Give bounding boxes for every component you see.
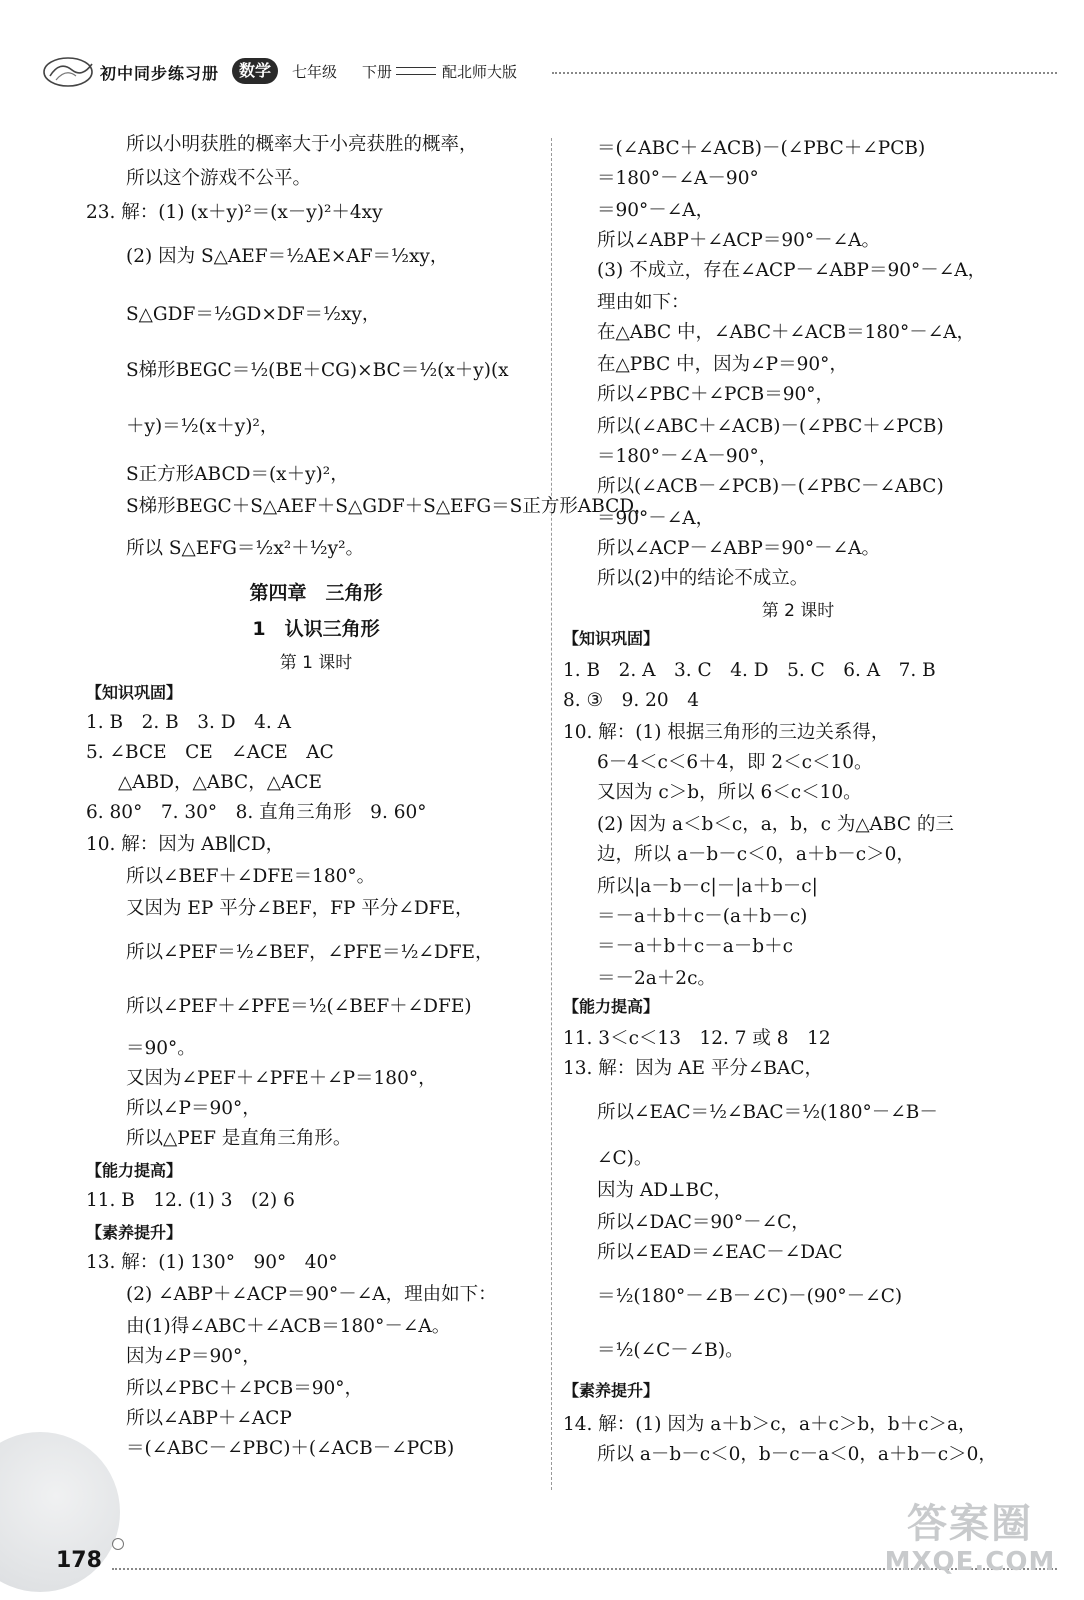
question-10: 10. 解：(1) 根据三角形的三边关系得， <box>563 722 890 743</box>
answer-line: 1. B 2. B 3. D 4. A <box>86 712 292 733</box>
text-line: S梯形BEGC＋S△AEF＋S△GDF＋S△EFG＝S正方形ABCD， <box>126 496 653 517</box>
text-line: 所以∠ABP＋∠ACP <box>126 1408 292 1429</box>
text-line: ＝180°－∠A－90° <box>597 168 759 189</box>
footer-small-circle-icon <box>112 1538 124 1550</box>
section-label: 【知识巩固】 <box>86 683 183 702</box>
header-divider <box>396 67 436 75</box>
text-line: (2) 因为 S△AEF＝½AE×AF＝½xy， <box>126 246 449 267</box>
text-line: ＝－a＋b＋c－a－b＋c <box>597 936 793 957</box>
text-line: 所以∠PEF＝½∠BEF，∠PFE＝½∠DFE， <box>126 942 494 963</box>
answer-line: 5. ∠BCE CE ∠ACE AC <box>86 742 334 763</box>
text-line: S梯形BEGC＝½(BE＋CG)×BC＝½(x＋y)(x <box>126 360 509 381</box>
text-line: S正方形ABCD＝(x＋y)²， <box>126 464 349 485</box>
question-23: 23. 解：(1) (x＋y)²＝(x－y)²＋4xy <box>86 202 383 223</box>
text-line: ＝90°－∠A， <box>597 200 715 221</box>
text-line: ∠C)。 <box>597 1148 653 1169</box>
series-title: 初中同步练习册 <box>100 64 220 83</box>
text-line: 所以△PEF 是直角三角形。 <box>126 1128 352 1149</box>
text-line: 所以∠BEF＋∠DFE＝180°。 <box>126 866 376 887</box>
text-line: 边，所以 a－b－c＜0，a＋b－c＞0， <box>597 844 915 865</box>
text-line: 所以∠EAC＝½∠BAC＝½(180°－∠B－ <box>597 1102 938 1123</box>
watermark-url: MXQE.COM <box>884 1547 1056 1577</box>
text-line: 理由如下： <box>597 292 690 313</box>
text-line: 所以∠ACP－∠ABP＝90°－∠A。 <box>597 538 881 559</box>
answer-line: 11. B 12. (1) 3 (2) 6 <box>86 1190 295 1211</box>
text-line: 所以∠DAC＝90°－∠C， <box>597 1212 810 1233</box>
text-line: 所以∠P＝90°， <box>126 1098 261 1119</box>
text-line: (2) 因为 a＜b＜c，a，b，c 为△ABC 的三 <box>597 814 954 835</box>
text-line: 在△PBC 中，因为∠P＝90°， <box>597 354 848 375</box>
text-line: 所以 S△EFG＝½x²＋½y²。 <box>126 538 364 559</box>
volume-label: 下册 <box>362 63 393 81</box>
text-line: 所以∠EAD＝∠EAC－∠DAC <box>597 1242 843 1263</box>
watermark <box>880 1492 1060 1577</box>
text-line: 在△ABC 中，∠ABC＋∠ACB＝180°－∠A， <box>597 322 976 343</box>
text-line: 所以∠PBC＋∠PCB＝90°， <box>126 1378 364 1399</box>
section-label: 【素养提升】 <box>86 1223 183 1242</box>
edition-label: 配北师大版 <box>442 63 518 81</box>
subject-badge: 数学 <box>232 58 278 84</box>
question-13: 13. 解：因为 AE 平分∠BAC， <box>563 1058 824 1079</box>
text-line: 又因为 c＞b，所以 6＜c＜10。 <box>597 782 862 803</box>
page-number: 178 <box>56 1548 102 1573</box>
text-line: ＋y)＝½(x＋y)²， <box>126 416 279 437</box>
section-title: 1 认识三角形 <box>252 618 380 640</box>
text-line: 又因为∠PEF＋∠PFE＋∠P＝180°， <box>126 1068 437 1089</box>
answer-line: 11. 3＜c＜13 12. 7 或 8 12 <box>563 1028 831 1049</box>
question-14: 14. 解：(1) 因为 a＋b＞c，a＋c＞b，b＋c＞a， <box>563 1414 977 1435</box>
header-dotted-rule <box>552 72 1057 74</box>
text-line: 所以 a－b－c＜0，b－c－a＜0，a＋b－c＞0， <box>597 1444 997 1465</box>
lesson-title: 第 1 课时 <box>279 653 353 673</box>
text-line: ＝90°。 <box>126 1038 196 1059</box>
text-line: ＝½(∠C－∠B)。 <box>597 1340 744 1361</box>
question-10: 10. 解：因为 AB∥CD， <box>86 834 285 855</box>
section-label: 【能力提高】 <box>86 1161 183 1180</box>
answer-line: 8. ③ 9. 20 4 <box>563 690 699 711</box>
watermark-text: 答案圈 <box>907 1501 1033 1547</box>
text-line: ＝－a＋b＋c－(a＋b－c) <box>597 906 808 927</box>
section-label: 【知识巩固】 <box>563 629 660 648</box>
text-line: ＝－2a＋2c。 <box>597 968 716 989</box>
answer-line: △ABD，△ABC，△ACE <box>118 772 322 793</box>
text-line: ＝90°－∠A， <box>597 508 715 529</box>
text-line: ＝180°－∠A－90°， <box>597 446 778 467</box>
text-line: 所以(∠ABC＋∠ACB)－(∠PBC＋∠PCB) <box>597 416 944 437</box>
book-logo-icon <box>42 50 98 90</box>
chapter-title: 第四章 三角形 <box>249 582 383 604</box>
text-line: S△GDF＝½GD×DF＝½xy， <box>126 304 381 325</box>
text-line: 所以∠PBC＋∠PCB＝90°， <box>597 384 835 405</box>
text-line: ＝(∠ABC＋∠ACB)－(∠PBC＋∠PCB) <box>597 138 926 159</box>
column-divider <box>551 138 552 1490</box>
answer-line: 1. B 2. A 3. C 4. D 5. C 6. A 7. B <box>563 660 936 681</box>
text-line: 又因为 EP 平分∠BEF，FP 平分∠DFE， <box>126 898 474 919</box>
text-line: 因为 AD⊥BC， <box>597 1180 733 1201</box>
text-line: 所以(2)中的结论不成立。 <box>597 568 809 589</box>
text-line: 所以∠PEF＋∠PFE＝½(∠BEF＋∠DFE) <box>126 996 472 1017</box>
text-line: 所以(∠ACB－∠PCB)－(∠PBC－∠ABC) <box>597 476 944 497</box>
section-label: 【能力提高】 <box>563 997 660 1016</box>
grade-label: 七年级 <box>292 63 338 81</box>
text-line: (3) 不成立，存在∠ACP－∠ABP＝90°－∠A， <box>597 260 987 281</box>
text-line: 6－4＜c＜6＋4，即 2＜c＜10。 <box>597 752 873 773</box>
text-line: 所以∠ABP＋∠ACP＝90°－∠A。 <box>597 230 881 251</box>
text-line: 所以|a－b－c|－|a＋b－c| <box>597 876 818 897</box>
text-line: 所以这个游戏不公平。 <box>126 168 312 189</box>
text-line: ＝½(180°－∠B－∠C)－(90°－∠C) <box>597 1286 903 1307</box>
lesson-title: 第 2 课时 <box>761 601 835 621</box>
text-line: 所以小明获胜的概率大于小亮获胜的概率， <box>126 134 478 155</box>
text-line: (2) ∠ABP＋∠ACP＝90°－∠A，理由如下： <box>126 1284 497 1305</box>
text-line: 由(1)得∠ABC＋∠ACB＝180°－∠A。 <box>126 1316 451 1337</box>
page-header <box>0 0 1084 100</box>
answer-line: 6. 80° 7. 30° 8. 直角三角形 9. 60° <box>86 802 427 823</box>
section-label: 【素养提升】 <box>563 1381 660 1400</box>
text-line: ＝(∠ABC－∠PBC)＋(∠ACB－∠PCB) <box>126 1438 455 1459</box>
text-line: 因为∠P＝90°， <box>126 1346 261 1367</box>
question-13: 13. 解：(1) 130° 90° 40° <box>86 1252 338 1273</box>
